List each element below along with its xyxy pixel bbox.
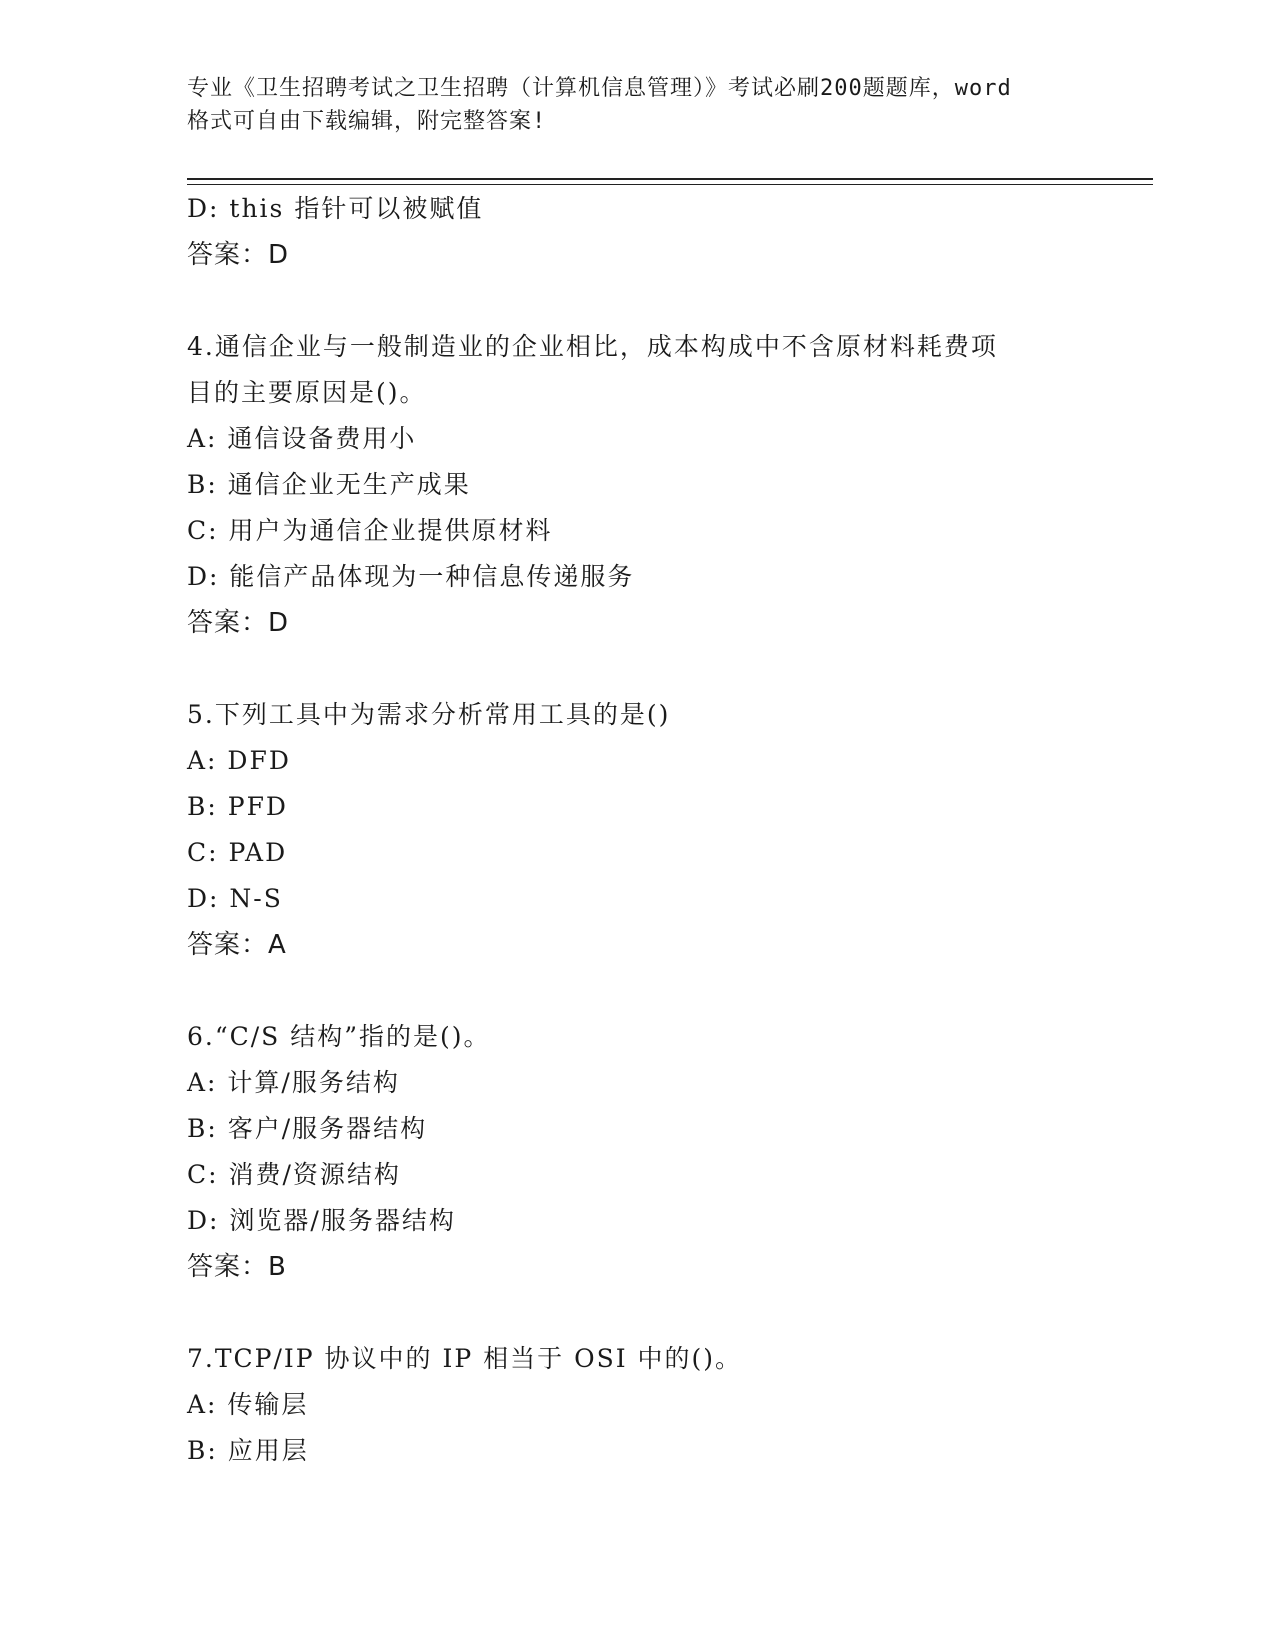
- option-d: D: this 指针可以被赋值: [187, 194, 484, 223]
- question-stem-continued: 目的主要原因是()。: [187, 378, 427, 407]
- spacer: [187, 646, 1147, 692]
- question-stem: 5.下列工具中为需求分析常用工具的是(): [187, 700, 671, 729]
- question-stem: 4.通信企业与一般制造业的企业相比，成本构成中不含原材料耗费项: [187, 332, 998, 361]
- option-c: C: 消费/资源结构: [187, 1160, 401, 1189]
- answer-label: 答案：D: [187, 608, 290, 638]
- spacer: [187, 968, 1147, 1014]
- option-b: B: 客户/服务器结构: [187, 1114, 428, 1143]
- header-divider-thick: [187, 178, 1153, 180]
- option-a: A: 传输层: [187, 1390, 309, 1419]
- option-a: A: 计算/服务结构: [187, 1068, 400, 1097]
- option-b: B: 应用层: [187, 1436, 309, 1465]
- question-4: [187, 324, 1147, 646]
- document-header: [187, 72, 1087, 138]
- header-line-1: 专业《卫生招聘考试之卫生招聘（计算机信息管理）》考试必刷200题题库，word: [187, 76, 1012, 101]
- option-d: D: N-S: [187, 884, 283, 913]
- option-d: D: 能信产品体现为一种信息传递服务: [187, 562, 635, 591]
- spacer: [187, 1290, 1147, 1336]
- question-stem: 6.“C/S 结构”指的是()。: [187, 1022, 491, 1051]
- question-stem: 7.TCP/IP 协议中的 IP 相当于 OSI 中的()。: [187, 1344, 743, 1373]
- option-b: B: 通信企业无生产成果: [187, 470, 471, 499]
- question-7: [187, 1336, 1147, 1474]
- spacer: [187, 278, 1147, 324]
- answer-label: 答案：D: [187, 240, 290, 270]
- header-line-2: 格式可自由下载编辑，附完整答案!: [187, 109, 547, 134]
- question-6: [187, 1014, 1147, 1290]
- header-divider-thin: [187, 184, 1153, 185]
- option-b: B: PFD: [187, 792, 288, 821]
- question-3-tail: [187, 186, 1147, 278]
- question-5: [187, 692, 1147, 968]
- answer-label: 答案：B: [187, 1252, 287, 1282]
- option-a: A: DFD: [187, 746, 291, 775]
- option-c: C: 用户为通信企业提供原材料: [187, 516, 553, 545]
- option-d: D: 浏览器/服务器结构: [187, 1206, 456, 1235]
- document-body: [187, 186, 1147, 1474]
- answer-label: 答案：A: [187, 930, 287, 960]
- option-c: C: PAD: [187, 838, 288, 867]
- option-a: A: 通信设备费用小: [187, 424, 417, 453]
